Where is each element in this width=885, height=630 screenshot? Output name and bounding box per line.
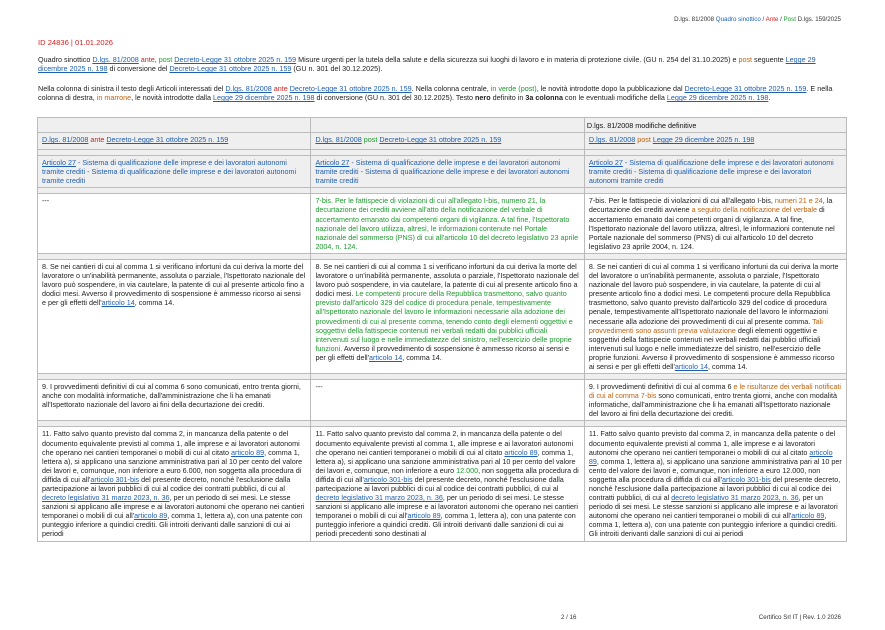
- document-id: ID 24836 | 01.01.2026: [38, 38, 114, 47]
- link-decreto-legge-159[interactable]: Decreto-Legge 31 ottobre 2025 n. 159: [684, 84, 807, 93]
- cell-post-legge: 8. Se nei cantieri di cui al comma 1 si verificano infortuni da cui deriva la morte del lavoratore o un'inabilità permanente, assoluta o parziale, l'Ispettorato nazionale del lavoro può sospendere, in via cautelare, la patente di cui al presente articolo fino a dodici mesi. Le competenti procure della Repubblica trasmettono, salvo quanto previsto dall'articolo 329 del codice di procedura penale, tempestivamente all'Ispettorato nazionale del lavoro le informazioni necessarie alla adozione dei provvedimenti di cui al presente comma. Tali provvedimenti sono assunti previa valutazione degli elementi oggettivi e soggettivi della fattispecie contenuti nei verbali redatti dai pubblici ufficiali intervenuti sul luogo e nelle immediatezze del sinistro, nell'esercizio delle proprie funzioni. Avverso il provvedimento di sospensione è ammesso ricorso ai sensi e per gli effetti dell'articolo 14, comma 14.: [584, 259, 846, 373]
- header-quadro: Quadro sinottico: [715, 16, 761, 23]
- link-dlgs-81-2008[interactable]: D.lgs. 81/2008: [42, 135, 89, 145]
- cell-ante: 9. I provvedimenti definitivi di cui al comma 6 sono comunicati, entro trenta giorni, anche con modalità informatiche, dall'amministrazione che li ha emanati all'Ispettorato nazionale del lavoro ai fini della decurtazione dei crediti.: [38, 380, 311, 421]
- column-header-row: [38, 133, 847, 150]
- link-articolo-89[interactable]: articolo 89: [230, 447, 265, 457]
- column-header-ante: D.lgs. 81/2008 ante Decreto-Legge 31 ottobre 2025 n. 159: [38, 133, 311, 150]
- header-post: Post: [783, 16, 796, 23]
- link-articolo-27[interactable]: Articolo 27: [42, 158, 76, 168]
- running-header: D.lgs. 81/2008 Quadro sinottico / Ante / Post D.lgs. 159/2025: [674, 16, 841, 23]
- link-articolo-301-bis[interactable]: articolo 301-bis: [721, 474, 771, 484]
- link-dlgs-36-2023[interactable]: decreto legislativo 31 marzo 2023, n. 36: [315, 493, 443, 503]
- cell-post-dl: 7-bis. Per le fattispecie di violazioni di cui all'allegato I-bis, numero 21, la decurtazione dei crediti avviene all'atto della notificazione del verbale di accertamento emanato dai competenti organi di vigilanza. A tal fine, l'Ispettorato nazionale del lavoro utilizza, altresì, le informazioni contenute nel Portale nazionale del sommerso (PNS) di cui all'articolo 10 del decreto legislativo 23 aprile 2004, n. 124.: [311, 194, 584, 254]
- link-articolo-89[interactable]: articolo 89: [134, 511, 168, 521]
- column-header-post-legge: D.lgs. 81/2008 post Legge 29 dicembre 2025 n. 198: [584, 133, 846, 150]
- link-articolo-89[interactable]: articolo 89: [407, 511, 441, 521]
- link-articolo-14[interactable]: articolo 14: [101, 298, 135, 308]
- intro-paragraph-2: Nella colonna di sinistra il testo degli Articoli interessati del D.lgs. 81/2008 ante Decreto-Legge 31 ottobre 2025 n. 159. Nella colonna centrale, in verde (post), le novità introdotte dopo la pubblicazione dal Decreto-Legge 31 ottobre 2025 n. 159. E nella colonna di destra, in marrone, le novità introdotte dalla Legge 29 dicembre 2025 n. 198 di conversione (GU n. 301 del 30.12.2025). Testo nero definito in 3a colonna con le eventuali modifiche della Legge 29 dicembre 2025 n. 198.: [38, 84, 833, 103]
- comma-8-row: [38, 259, 847, 373]
- cell-post-dl: 11. Fatto salvo quanto previsto dal comma 2, in mancanza della patente o del documento equivalente previsti al comma 1, alle imprese e ai lavoratori autonomi che operano nei cantieri temporanei o mobili di cui al citato articolo 89, comma 1, lettera a), si applicano una sanzione amministrativa pari al 10 per cento del valore dei lavori e, comunque, non inferiore a euro 12.000, non soggetta alla procedura di diffida di cui all'articolo 301-bis del presente decreto, nonché l'esclusione dalla partecipazione ai lavori pubblici di cui al codice dei contratti pubblici, di cui al decreto legislativo 31 marzo 2023, n. 36, per un periodo di sei mesi. Le stesse sanzioni si applicano alle imprese e ai lavoratori autonomi che operano nei cantieri temporanei o mobili di cui all'articolo 89, comma 1, lettera a), con una patente con punteggio inferiore a quindici crediti. Gli introiti derivanti dalle sanzioni di cui ai periodi precedenti sono destinati al: [311, 427, 584, 541]
- table-title-row: [38, 118, 847, 133]
- cell-post-legge: 11. Fatto salvo quanto previsto dal comma 2, in mancanza della patente o del documento equivalente previsti al comma 1, alle imprese e ai lavoratori autonomi che operano nei cantieri temporanei o mobili di cui al citato articolo 89, comma 1, lettera a), si applicano una sanzione amministrativa pari al 10 per cento del valore dei lavori e, comunque, non inferiore a euro 12.000, non soggetta alla procedura di diffida di cui all'articolo 301-bis del presente decreto, nonché l'esclusione dalla partecipazione ai lavori pubblici di cui al codice dei contratti pubblici, di cui al decreto legislativo 31 marzo 2023, n. 36, per un periodo di sei mesi. Le stesse sanzioni si applicano alle imprese e ai lavoratori autonomi che operano nei cantieri temporanei o mobili di cui all'articolo 89, comma 1, lettera a), con una patente con punteggio inferiore a quindici crediti. Gli introiti derivanti dalle sanzioni di cui ai periodi: [584, 427, 846, 541]
- cell-ante: 8. Se nei cantieri di cui al comma 1 si verificano infortuni da cui deriva la morte del lavoratore o un'inabilità permanente, assoluta o parziale, l'Ispettorato nazionale del lavoro può sospendere, in via cautelare, la patente di cui al presente articolo fino a dodici mesi. Avverso il provvedimento di sospensione è ammesso ricorso ai sensi e per gli effetti dell'articolo 14, comma 14.: [38, 259, 311, 373]
- synoptic-table: [37, 117, 847, 542]
- cell-post-legge: 9. I provvedimenti definitivi di cui al comma 6 e le risultanze dei verbali notificati di cui al comma 7-bis sono comunicati, entro trenta giorni, anche con modalità informatiche, dall'amministrazione che li ha emanati all'Ispettorato nazionale del lavoro ai fini della decurtazione dei crediti.: [584, 380, 846, 421]
- article-title-post-legge: Articolo 27 - Sistema di qualificazione delle imprese e dei lavoratori autonomi tramite crediti - Sistema di qualificazione delle imprese e dei lavoratori autonomi tramite crediti: [584, 156, 846, 188]
- link-dlgs-81-2008[interactable]: D.lgs. 81/2008: [92, 55, 139, 64]
- cell-post-dl: 8. Se nei cantieri di cui al comma 1 si verificano infortuni da cui deriva la morte del lavoratore o un'inabilità permanente, assoluta o parziale, l'Ispettorato nazionale del lavoro può sospendere, in via cautelare, la patente di cui al presente articolo fino a dodici mesi. Le competenti procure della Repubblica trasmettono, salvo quanto previsto dall'articolo 329 del codice di procedura penale, tempestivamente all'Ispettorato nazionale del lavoro le informazioni necessarie alla adozione dei provvedimenti di cui al presente comma, tenendo conto degli elementi oggettivi e soggettivi della fattispecie contenuti nei verbali redatti dai pubblici ufficiali intervenuti sul luogo e nelle immediatezze del sinistro, nell'esercizio delle proprie funzioni. Avverso il provvedimento di sospensione è ammesso ricorso ai sensi e per gli effetti dell'articolo 14, comma 14.: [311, 259, 584, 373]
- link-dlgs-81-2008[interactable]: D.lgs. 81/2008: [315, 135, 362, 145]
- article-title-ante: Articolo 27 - Sistema di qualificazione delle imprese e dei lavoratori autonomi tramite crediti - Sistema di qualificazione delle imprese e dei lavoratori autonomi tramite crediti: [38, 156, 311, 188]
- header-ante: Ante: [765, 16, 779, 23]
- link-articolo-89[interactable]: articolo 89: [588, 447, 833, 466]
- link-decreto-legge-159[interactable]: Decreto-Legge 31 ottobre 2025 n. 159: [289, 84, 412, 93]
- comma-9-row: [38, 380, 847, 421]
- link-articolo-27[interactable]: Articolo 27: [588, 158, 623, 168]
- link-articolo-301-bis[interactable]: articolo 301-bis: [90, 474, 140, 484]
- link-dlgs-36-2023[interactable]: decreto legislativo 31 marzo 2023, n. 36: [42, 493, 170, 503]
- column-3-title: D.lgs. 81/2008 modifiche definitive: [584, 118, 846, 133]
- link-dlgs-81-2008[interactable]: D.lgs. 81/2008: [588, 135, 636, 145]
- link-decreto-legge-159[interactable]: Decreto-Legge 31 ottobre 2025 n. 159: [379, 135, 502, 145]
- link-legge-198[interactable]: Legge 29 dicembre 2025 n. 198: [38, 55, 816, 74]
- link-articolo-301-bis[interactable]: articolo 301-bis: [363, 474, 413, 484]
- link-dlgs-81-2008[interactable]: D.lgs. 81/2008: [225, 84, 272, 93]
- footer-certifico: Certifico Srl IT | Rev. 1.0 2026: [758, 614, 841, 621]
- link-articolo-89[interactable]: articolo 89: [504, 447, 538, 457]
- link-articolo-27[interactable]: Articolo 27: [315, 158, 350, 168]
- link-dlgs-36-2023[interactable]: decreto legislativo 31 marzo 2023, n. 36: [671, 493, 799, 503]
- cell-ante: ---: [38, 194, 311, 254]
- cell-post-legge: 7-bis. Per le fattispecie di violazioni di cui all'allegato I-bis, numeri 21 e 24, la decurtazione dei crediti avviene a seguito della notificazione del verbale di accertamento emanato dai competenti organi di vigilanza. A tal fine, l'Ispettorato nazionale del lavoro utilizza, altresì, le informazioni contenute nel Portale nazionale del sommerso (PNS) di cui all'articolo 10 del decreto legislativo 23 aprile 2004, n. 124.: [584, 194, 846, 254]
- intro-paragraph-1: Quadro sinottico D.lgs. 81/2008 ante, post Decreto-Legge 31 ottobre 2025 n. 159 Misure urgenti per la tutela della salute e della sicurezza sui luoghi di lavoro e in materia di protezione civile. (GU n. 254 del 31.10.2025) e post seguente Legge 29 dicembre 2025 n. 198 di conversione del Decreto-Legge 31 ottobre 2025 n. 159 (GU n. 301 del 30.12.2025).: [38, 55, 816, 74]
- link-articolo-89[interactable]: articolo 89: [791, 511, 825, 521]
- link-articolo-14[interactable]: articolo 14: [369, 352, 403, 362]
- header-prefix: D.lgs. 81/2008: [674, 16, 716, 23]
- link-decreto-legge-159[interactable]: Decreto-Legge 31 ottobre 2025 n. 159: [174, 55, 297, 64]
- link-legge-198[interactable]: Legge 29 dicembre 2025 n. 198: [666, 93, 769, 103]
- page-number: 2 / 16: [561, 614, 577, 621]
- comma-11-row: [38, 427, 847, 541]
- cell-post-dl: ---: [311, 380, 584, 421]
- link-decreto-legge-159[interactable]: Decreto-Legge 31 ottobre 2025 n. 159: [106, 135, 229, 145]
- link-articolo-14[interactable]: articolo 14: [674, 361, 708, 371]
- column-header-post-dl: D.lgs. 81/2008 post Decreto-Legge 31 ottobre 2025 n. 159: [311, 133, 584, 150]
- cell-ante: 11. Fatto salvo quanto previsto dal comma 2, in mancanza della patente o del documento equivalente previsti al comma 1, alle imprese e ai lavoratori autonomi che operano nei cantieri temporanei o mobili di cui al citato articolo 89, comma 1, lettera a), si applicano una sanzione amministrativa pari al 10 per cento del valore dei lavori e, comunque, non inferiore a euro 6.000, non soggetta alla procedura di diffida di cui all'articolo 301-bis del presente decreto, nonché l'esclusione dalla partecipazione ai lavori pubblici di cui al codice dei contratti pubblici, di cui al decreto legislativo 31 marzo 2023, n. 36, per un periodo di sei mesi. Le stesse sanzioni si applicano alle imprese e ai lavoratori autonomi che operano nei cantieri temporanei o mobili di cui all'articolo 89, comma 1, lettera a), con una patente con punteggio inferiore a quindici crediti. Gli introiti derivanti dalle sanzioni di cui ai periodi: [38, 427, 311, 541]
- article-row: [38, 156, 847, 188]
- link-legge-198[interactable]: Legge 29 dicembre 2025 n. 198: [652, 135, 755, 145]
- link-legge-198[interactable]: Legge 29 dicembre 2025 n. 198: [213, 93, 315, 103]
- link-decreto-legge-159[interactable]: Decreto-Legge 31 ottobre 2025 n. 159: [169, 64, 292, 74]
- comma-7bis-row: [38, 194, 847, 254]
- article-title-post-dl: Articolo 27 - Sistema di qualificazione delle imprese e dei lavoratori autonomi tramite crediti - Sistema di qualificazione delle imprese e dei lavoratori autonomi tramite crediti: [311, 156, 584, 188]
